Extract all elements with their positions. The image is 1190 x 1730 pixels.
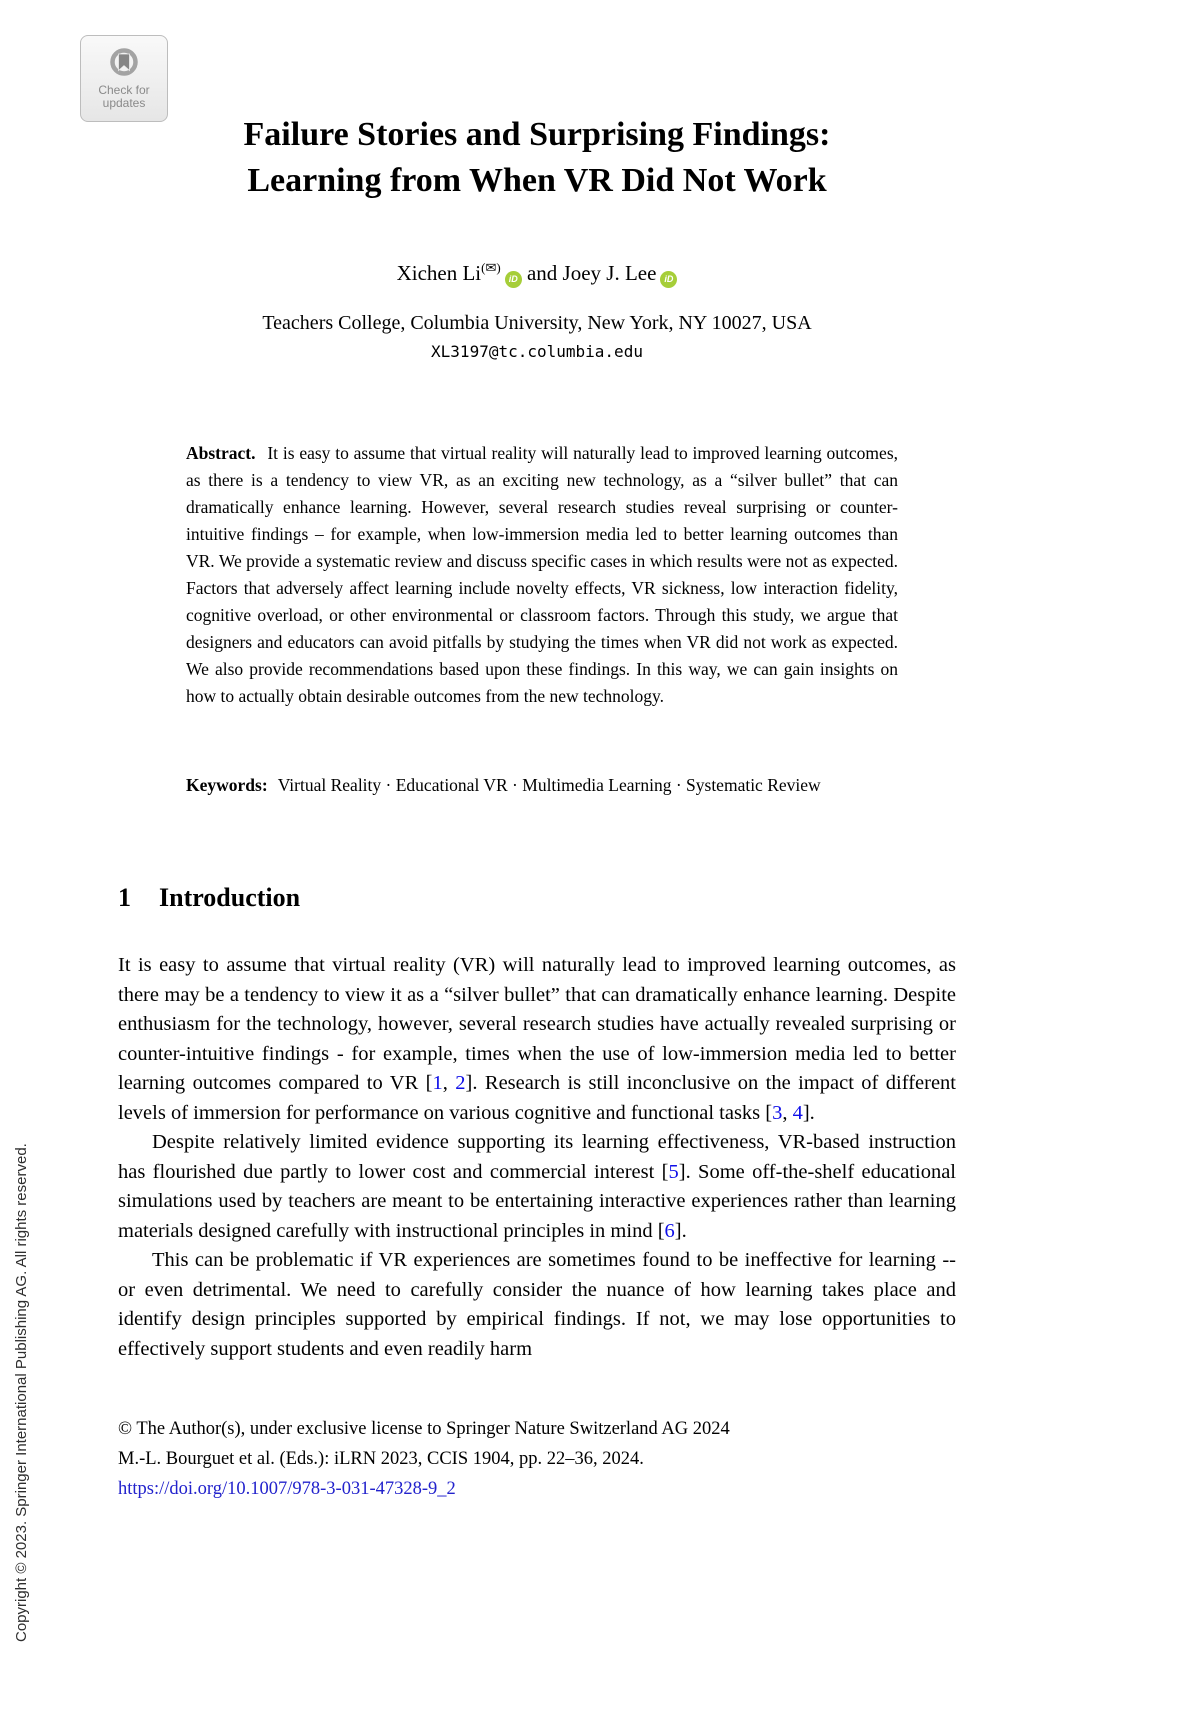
keywords-label: Keywords: [186,775,268,795]
email-link[interactable]: XL3197@tc.columbia.edu [431,342,643,361]
corresponding-author-envelope-icon[interactable]: (✉) [481,260,501,275]
orcid-icon[interactable]: iD [660,271,677,288]
orcid-icon[interactable]: iD [505,271,522,288]
section-number: 1 [118,883,131,912]
email-line [118,342,956,362]
citation-link[interactable]: 2 [455,1072,466,1094]
citation-link[interactable]: 5 [668,1160,679,1183]
abstract-label: Abstract. [186,443,256,463]
footer-citation-line: M.-L. Bourguet et al. (Eds.): iLRN 2023, CCIS 1904, pp. 22–36, 2024. [118,1449,644,1469]
citation-link[interactable]: 4 [792,1101,803,1124]
doi-link[interactable]: https://doi.org/10.1007/978-3-031-47328-9_2 [118,1479,456,1499]
citation-link[interactable]: 6 [664,1219,675,1242]
author-name-1: Xichen Li [396,261,482,285]
title-line-2: Learning from When VR Did Not Work [247,162,827,199]
intro-paragraph-1: It is easy to assume that virtual reality (VR) will naturally lead to improved learning outcomes, as there may be a tendency to view it as a “silver bullet” that can dramatically enhance learning. Despite enthusiasm for the technology, however, several research studies have actually revealed surprising or counter-intuitive findings - for example, times when the use of low-immersion media led to better learning outcomes compared to VR [1, 2]. Research is still inconclusive on the impact of different levels of immersion for performance on various cognitive and functional tasks [3, 4]. [118,954,956,1124]
section-title: Introduction [159,883,301,912]
badge-label-line1: Check for [98,83,150,97]
keywords-text: Virtual Reality · Educational VR · Multimedia Learning · Systematic Review [277,775,821,795]
affiliation: Teachers College, Columbia University, New York, NY 10027, USA [262,312,812,334]
abstract-text: It is easy to assume that virtual reality will naturally lead to improved learning outcomes, as there is a tendency to view VR, as an exciting new technology, as a “silver bullet” that can dramatically enhance learning. However, several research studies reveal surprising or counter-intuitive findings – for example, when low-immersion media led to better learning outcomes than VR. We provide a systematic review and discuss specific cases in which results were not as expected. Factors that adversely affect learning include novelty effects, VR sickness, low interaction fidelity, cognitive overload, or other environmental or classroom factors. Through this study, we argue that designers and educators can avoid pitfalls by studying the times when VR did not work as expected. We also provide recommendations based upon these findings. In this way, we can gain insights on how to actually obtain desirable outcomes from the new technology. [186,443,898,706]
footer [118,1414,956,1504]
authors-separator: and [526,261,558,285]
sidebar-copyright-text: Copyright © 2023. Springer International Publishing AG. All rights reserved. [13,1143,30,1642]
intro-paragraph-2: Despite relatively limited evidence supporting its learning effectiveness, VR-based instruction has flourished due partly to lower cost and commercial interest [5]. Some off-the-shelf educational simulations used by teachers are meant to be entertaining interactive experiences rather than learning materials designed carefully with instructional principles in mind [6]. [118,1131,956,1242]
section-heading [118,883,956,913]
title-line-1: Failure Stories and Surprising Findings: [243,116,831,153]
footer-license-line: © The Author(s), under exclusive license to Springer Nature Switzerland AG 2024 [118,1419,730,1439]
author-name-2: Joey J. Lee [562,261,657,285]
main-column [118,0,956,1504]
citation-link[interactable]: 1 [432,1072,443,1094]
badge-label-line2: updates [102,96,146,110]
authors-line [118,260,956,288]
abstract [186,440,898,710]
citation-link[interactable]: 3 [772,1101,783,1124]
intro-paragraph-3: This can be problematic if VR experiences are sometimes found to be ineffective for learning -- or even detrimental. We need to carefully consider the nuance of how learning takes place and identify design principles supported by empirical findings. If not, we may lose opportunities to effectively support students and even readily harm [118,1249,956,1360]
page-title [118,112,956,204]
keywords [186,772,898,799]
